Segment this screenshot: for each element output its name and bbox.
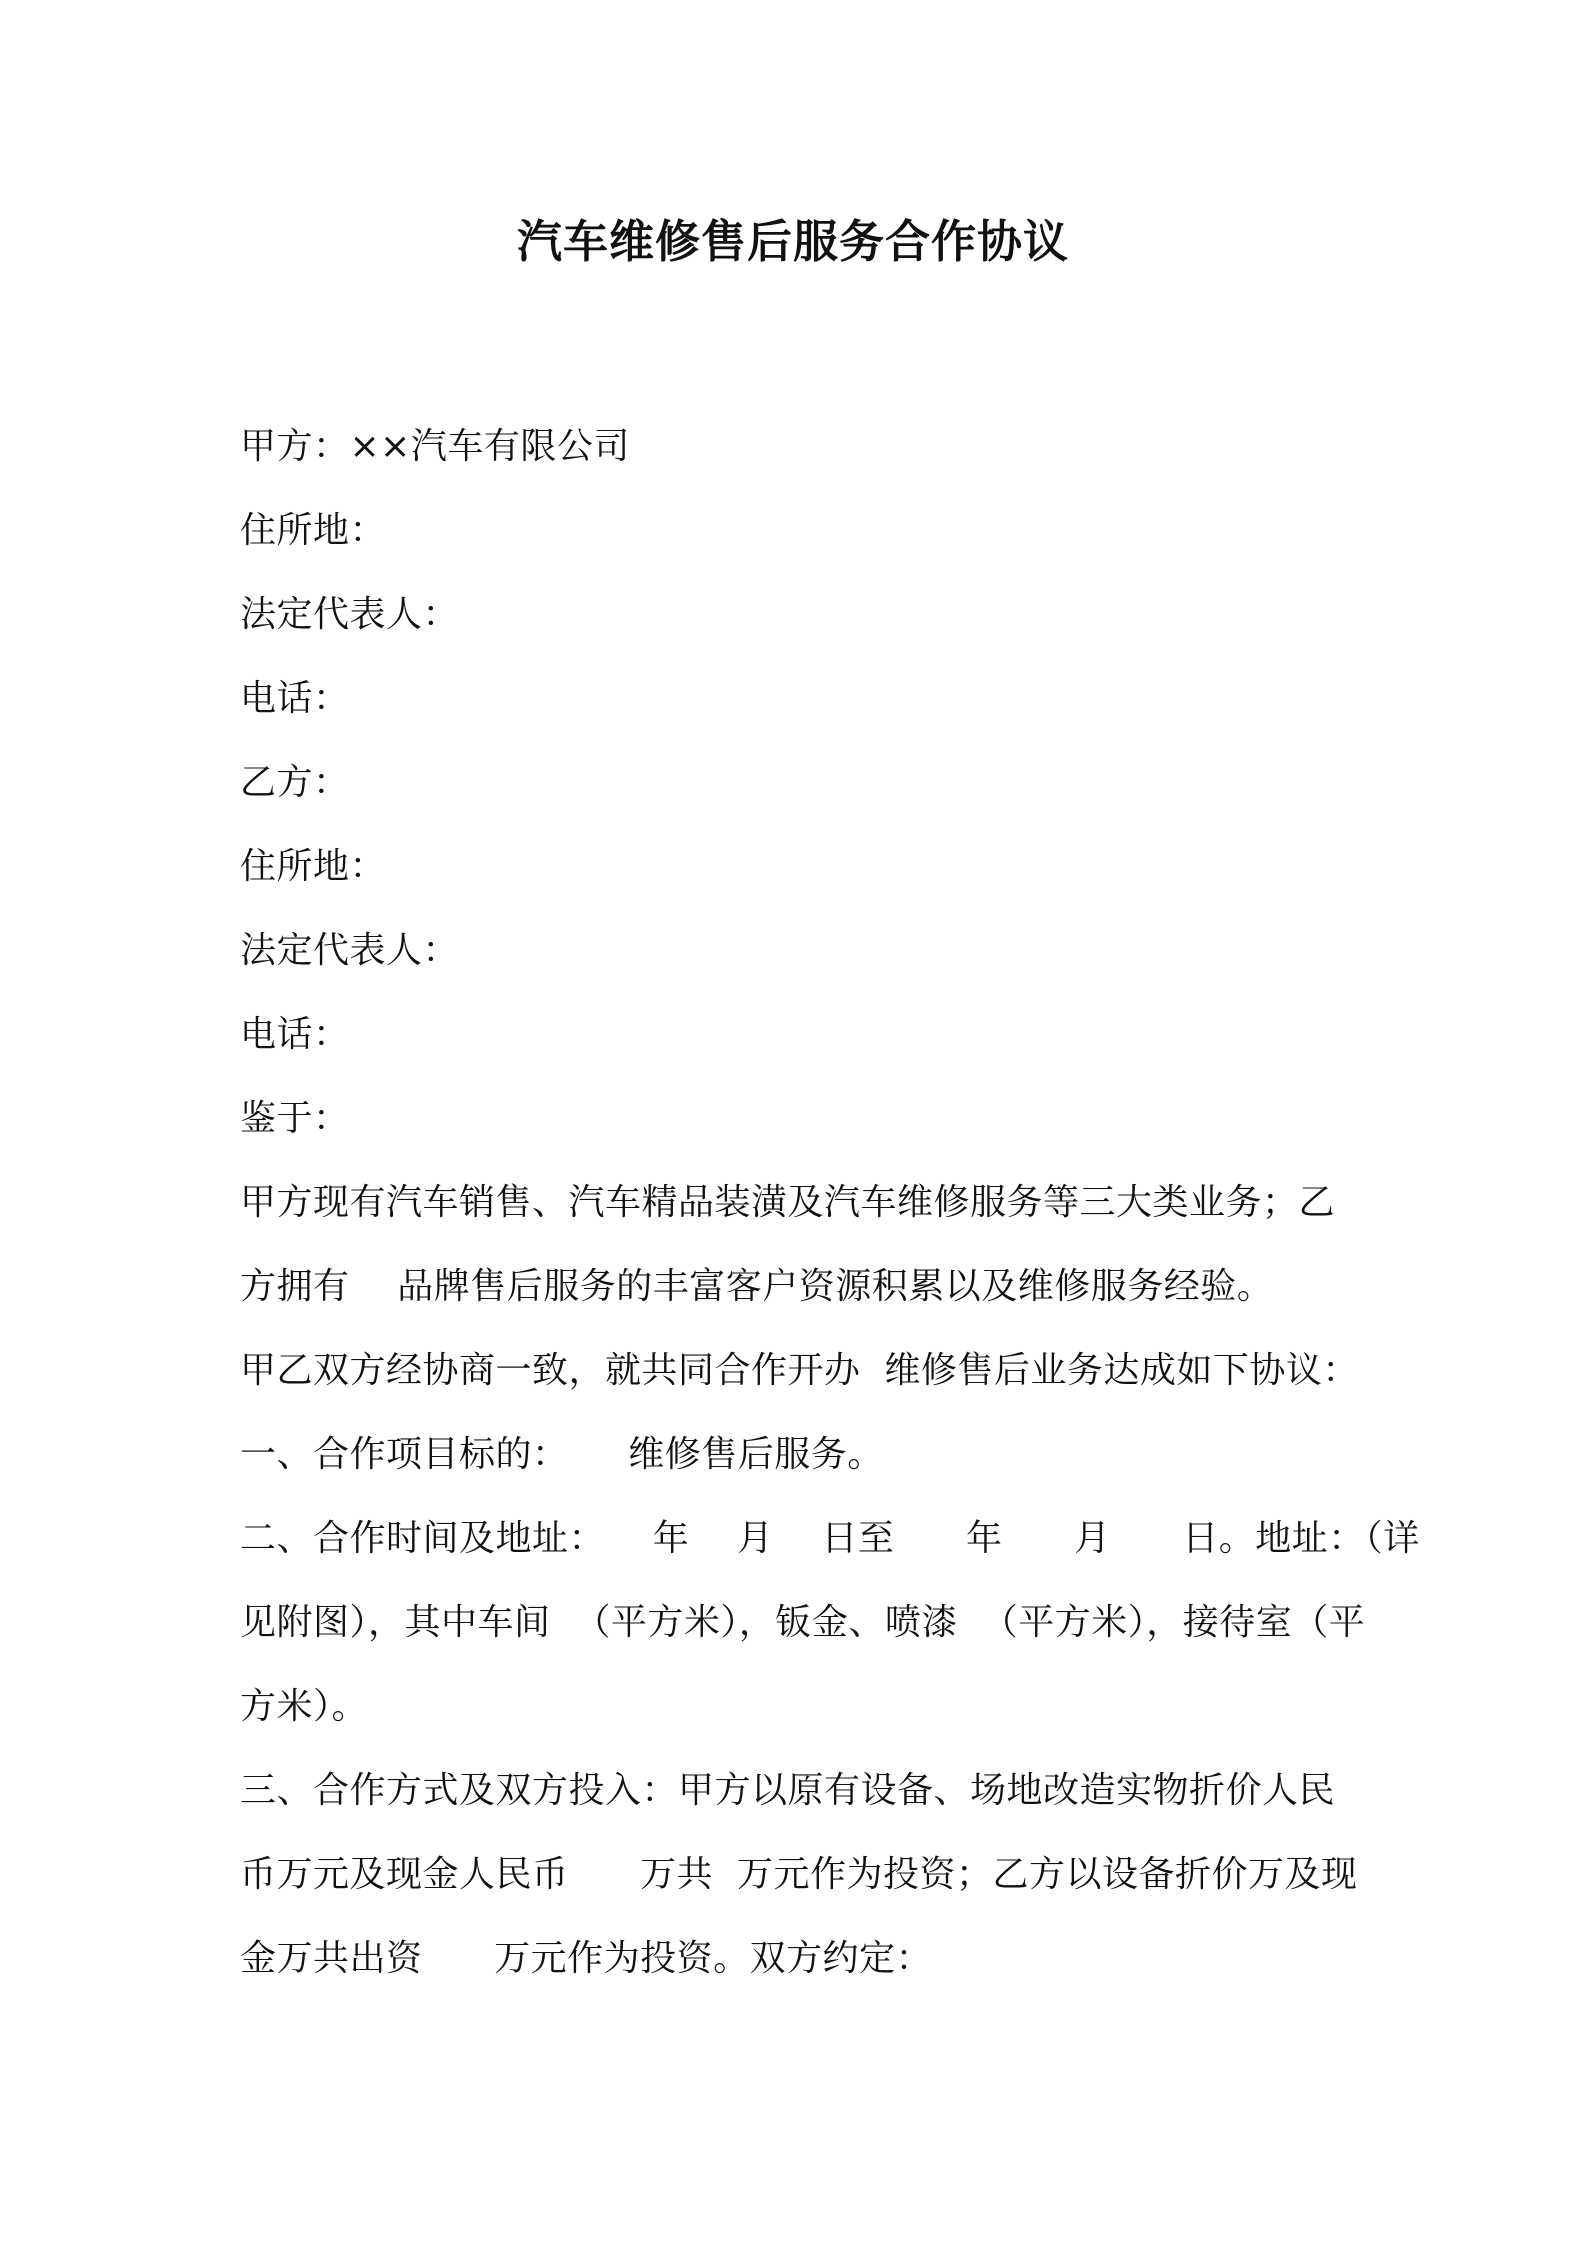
clause-2-line: 见附图），其中车间 （平方米），钣金、喷漆 （平方米），接待室（平 [240, 1602, 1366, 1643]
whereas-label: 鉴于： [240, 1098, 350, 1139]
clause-2-line: 方米）。 [240, 1686, 369, 1727]
party-a-name: 甲方：××汽车有限公司 [240, 426, 630, 467]
clause-3-line: 币万元及现金人民币 万共 万元作为投资；乙方以设备折价万及现 [240, 1854, 1358, 1895]
clause-2-line: 二、合作时间及地址： 年 月 日至 年 月 日。地址：（详 [240, 1518, 1420, 1559]
party-a-address: 住所地： [240, 510, 387, 551]
whereas-line: 甲方现有汽车销售、汽车精品装潢及汽车维修服务等三大类业务；乙 [240, 1182, 1336, 1223]
whereas-line: 方拥有 品牌售后服务的丰富客户资源积累以及维修服务经验。 [240, 1266, 1274, 1307]
document-title: 汽车维修售后服务合作协议 [516, 215, 1069, 268]
clause-1: 一、合作项目标的： 维修售后服务。 [240, 1434, 884, 1475]
clause-3-line: 三、合作方式及双方投入：甲方以原有设备、场地改造实物折价人民 [240, 1770, 1336, 1811]
party-b-address: 住所地： [240, 846, 387, 887]
party-b-phone: 电话： [240, 1014, 350, 1055]
party-a-phone: 电话： [240, 678, 350, 719]
party-b-name: 乙方： [240, 762, 350, 803]
party-a-representative: 法定代表人： [240, 594, 460, 635]
party-b-representative: 法定代表人： [240, 930, 460, 971]
clause-3-line: 金万共出资 万元作为投资。双方约定： [240, 1938, 933, 1979]
agreement-intro: 甲乙双方经协商一致，就共同合作开办 维修售后业务达成如下协议： [240, 1350, 1359, 1391]
document-body [240, 405, 1420, 2001]
